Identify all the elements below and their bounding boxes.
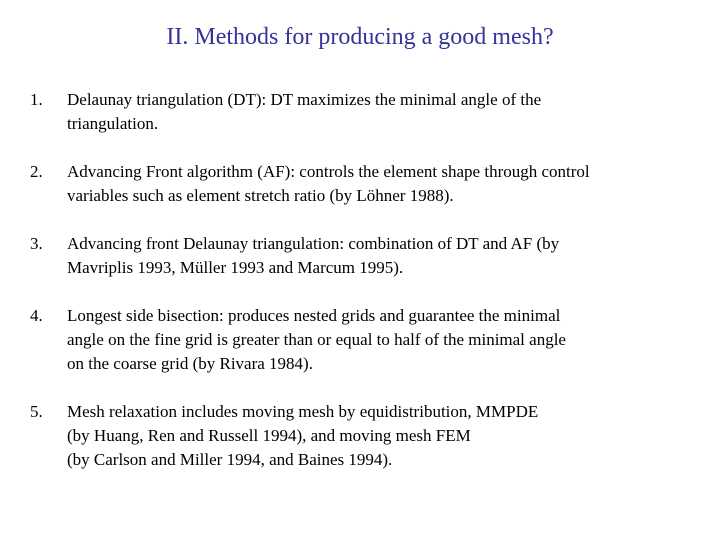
list-item-line: Advancing Front algorithm (AF): controls the element shape through control — [67, 162, 590, 181]
list-item-line: (by Carlson and Miller 1994, and Baines 1994). — [67, 450, 393, 469]
list-item-number: 4. — [30, 306, 43, 325]
list-item-line: angle on the fine grid is greater than or equal to half of the minimal angle — [67, 330, 566, 349]
list-item-text — [67, 232, 707, 280]
list-item-number: 2. — [30, 162, 43, 181]
list-item-line: on the coarse grid (by Rivara 1984). — [67, 354, 313, 373]
list-item-text — [67, 304, 707, 376]
list-item-line: triangulation. — [67, 114, 159, 133]
list-item-number: 3. — [30, 234, 43, 253]
list-item-line: Delaunay triangulation (DT): DT maximizes the minimal angle of the — [67, 90, 542, 109]
list-item-line: variables such as element stretch ratio (by Löhner 1988). — [67, 186, 454, 205]
list-item-number: 1. — [30, 90, 43, 109]
slide-title: II. Methods for producing a good mesh? — [166, 24, 554, 50]
list-item-line: Mesh relaxation includes moving mesh by equidistribution, MMPDE — [67, 402, 539, 421]
list-item-line: Longest side bisection: produces nested grids and guarantee the minimal — [67, 306, 561, 325]
list-item-line: Mavriplis 1993, Müller 1993 and Marcum 1995). — [67, 258, 404, 277]
list-item-number: 5. — [30, 402, 43, 421]
list-item-line: (by Huang, Ren and Russell 1994), and moving mesh FEM — [67, 426, 471, 445]
list-item-text — [67, 88, 707, 136]
list-item-line: Advancing front Delaunay triangulation: combination of DT and AF (by — [67, 234, 560, 253]
list-item-text — [67, 400, 707, 472]
list-item-text — [67, 160, 707, 208]
